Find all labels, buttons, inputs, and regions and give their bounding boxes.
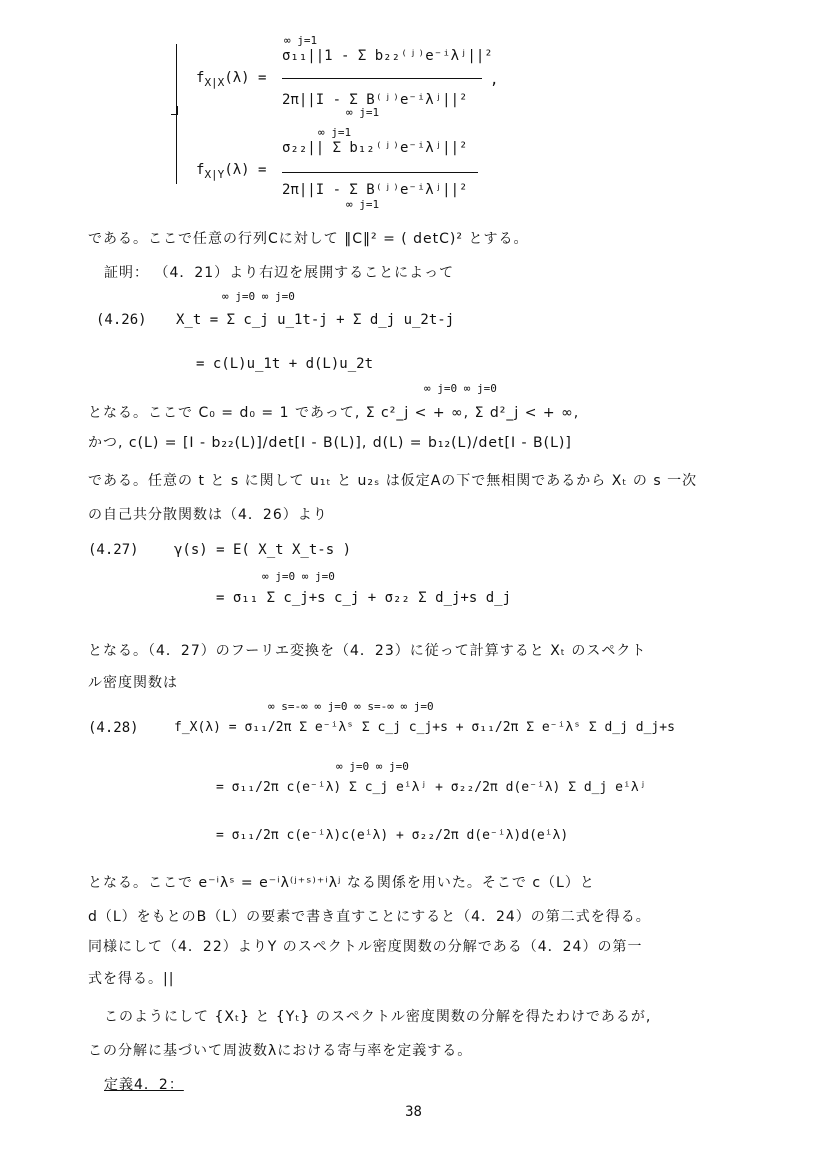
eq-4-28-line-3: = σ₁₁/2π c(e⁻ⁱλ)c(eⁱλ) + σ₂₂/2π d(e⁻ⁱλ)d(eⁱλ): [216, 828, 569, 843]
fxx-den-limits: ∞ j=1: [346, 106, 380, 119]
paragraph-2a: となる。ここで C₀ = d₀ = 1 であって, Σ c²_j < + ∞, Σ d²_j < + ∞,: [88, 405, 580, 421]
paragraph-6a: このようにして {Xₜ} と {Yₜ} のスペクトル密度関数の分解を得たわけであるが,: [104, 1009, 652, 1025]
fxx-label: [196, 70, 266, 89]
fxx-arg: (λ) =: [224, 70, 267, 86]
eq-4-27-limits: ∞ j=0 ∞ j=0: [262, 570, 335, 583]
fxx-comma: ,: [490, 72, 499, 88]
fxy-denominator: 2π||I - Σ B⁽ʲ⁾e⁻ⁱλʲ||²: [282, 182, 468, 198]
fxy-subscript: X|Y: [204, 167, 225, 181]
fxx-numerator: σ₁₁||1 - Σ b₂₂⁽ʲ⁾e⁻ⁱλʲ||²: [282, 48, 493, 64]
eq-4-27-line-2: = σ₁₁ Σ c_j+s c_j + σ₂₂ Σ d_j+s d_j: [216, 590, 512, 606]
proof-line: 証明： （4．21）より右辺を展開することによって: [104, 265, 455, 281]
eq-4-28-label: (4.28): [88, 720, 139, 736]
fxy-numerator: σ₂₂|| Σ b₁₂⁽ʲ⁾e⁻ⁱλʲ||²: [282, 140, 468, 156]
fxy-num-limits: ∞ j=1: [318, 126, 352, 139]
eq-4-27-line-1: γ(s) = E( X_t X_t-s ): [174, 542, 352, 558]
paragraph-3b: の自己共分散関数は（4．26）より: [88, 507, 328, 523]
eq-4-28-line-2: = σ₁₁/2π c(e⁻ⁱλ) Σ c_j eⁱλʲ + σ₂₂/2π d(e⁻ⁱλ) Σ d_j eⁱλʲ: [216, 780, 647, 795]
paragraph-2b: かつ, c(L) = [I - b₂₂(L)]/det[I - B(L)], d(L) = b₁₂(L)/det[I - B(L)]: [88, 435, 572, 451]
paragraph-5b: d（L）をもとのB（L）の要素で書き直すことにすると（4．24）の第二式を得る。: [88, 909, 651, 925]
eq-4-26-line-1: X_t = Σ c_j u_1t-j + Σ d_j u_2t-j: [176, 312, 455, 328]
fxx-subscript: X|X: [204, 75, 225, 89]
eq-4-28-limits-2: ∞ j=0 ∞ j=0: [336, 760, 409, 773]
fxy-label: [196, 162, 266, 181]
fxx-fraction-bar: [282, 78, 482, 79]
eq-4-28-line-1: f_X(λ) = σ₁₁/2π Σ e⁻ⁱλˢ Σ c_j c_j+s + σ₁₁/2π Σ e⁻ⁱλˢ Σ d_j d_j+s: [174, 720, 675, 735]
page-number: 38: [405, 1104, 422, 1120]
paragraph-4a: となる。（4．27）のフーリエ変換を（4．23）に従って計算すると Xₜ のスペクト: [88, 643, 647, 659]
fxx-symbol: f: [196, 70, 205, 86]
paragraph-1: である。ここで任意の行列Cに対して ‖C‖² = ( detC)² とする。: [88, 231, 529, 247]
paragraph-4b: ル密度関数は: [88, 675, 178, 691]
fxx-num-limits: ∞ j=1: [284, 34, 318, 47]
paragraph-3a: である。任意の t と s に関して u₁ₜ と u₂ₛ は仮定Aの下で無相関であるから Xₜ の s 一次: [88, 473, 698, 489]
eq-4-28-limits-1: ∞ s=-∞ ∞ j=0 ∞ s=-∞ ∞ j=0: [268, 700, 434, 713]
eq-4-26-label: (4.26): [96, 312, 147, 328]
paragraph-5a: となる。ここで e⁻ⁱλˢ = e⁻ⁱλ⁽ʲ⁺ˢ⁾⁺ⁱλʲ なる関係を用いた。そこで c（L）と: [88, 875, 595, 891]
paragraph-6b: この分解に基づいて周波数λにおける寄与率を定義する。: [88, 1043, 473, 1059]
eq-4-26-limits: ∞ j=0 ∞ j=0: [222, 290, 295, 303]
fxy-symbol: f: [196, 162, 205, 178]
fxx-denominator: 2π||I - Σ B⁽ʲ⁾e⁻ⁱλʲ||²: [282, 92, 468, 108]
fxy-fraction-bar: [282, 172, 478, 173]
eq-4-27-label: (4.27): [88, 542, 139, 558]
left-brace: [176, 44, 185, 184]
paragraph-5d: 式を得る。||: [88, 971, 175, 987]
paragraph-2-limits: ∞ j=0 ∞ j=0: [424, 382, 497, 395]
definition-heading: 定義4．2：: [104, 1077, 184, 1093]
fxy-arg: (λ) =: [224, 162, 267, 178]
eq-4-26-line-2: = c(L)u_1t + d(L)u_2t: [196, 356, 374, 372]
fxy-den-limits: ∞ j=1: [346, 198, 380, 211]
paragraph-5c: 同様にして（4．22）よりY のスペクトル密度関数の分解である（4．24）の第一: [88, 939, 643, 955]
